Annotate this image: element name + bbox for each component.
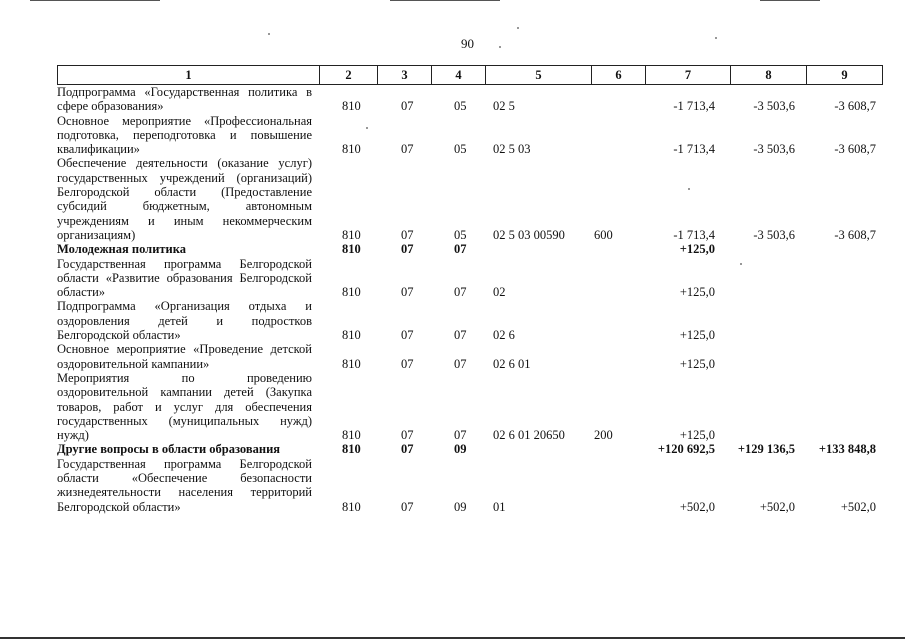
col-header: 1 <box>58 66 320 85</box>
col-header: 6 <box>592 66 646 85</box>
row-name-line: государственных (муниципальных нужд) <box>57 413 312 428</box>
table-row <box>57 442 882 456</box>
row-name-line: области «Обеспечение безопасности <box>57 471 312 486</box>
row-name <box>57 242 312 256</box>
amount-year-2-cell: +129 136,5 <box>737 442 795 457</box>
col-header: 2 <box>320 66 378 85</box>
subsection-code-cell: 07 <box>454 328 467 343</box>
row-name-line: оздоровительной кампании детей (Закупка <box>57 385 312 400</box>
row-name-line: области «Развитие образования Белгородской <box>57 270 312 285</box>
budget-table-body <box>57 85 882 514</box>
row-name-line: Государственная программа Белгородской <box>57 256 312 271</box>
row-name-line: Государственная программа Белгородской <box>57 456 312 471</box>
chapter-code-cell: 810 <box>342 499 361 514</box>
col-header: 8 <box>731 66 807 85</box>
section-code-cell: 07 <box>401 99 414 114</box>
row-name <box>57 299 312 342</box>
subsection-code-cell: 09 <box>454 442 467 457</box>
table-row <box>57 342 882 371</box>
section-code-cell: 07 <box>401 227 414 242</box>
row-name-line: оздоровления детей и подростков <box>57 313 312 328</box>
row-name <box>57 371 312 442</box>
row-name-line: квалификации» <box>57 142 140 157</box>
row-name <box>57 156 312 242</box>
amount-year-1-cell: +125,0 <box>679 242 715 257</box>
row-name-line: Белгородской области» <box>57 328 181 343</box>
chapter-code-cell: 810 <box>342 242 361 257</box>
row-name-line: подготовка, переподготовка и повышение <box>57 127 312 142</box>
amount-year-3-cell: -3 608,7 <box>834 227 876 242</box>
amount-year-1-cell: -1 713,4 <box>673 227 715 242</box>
row-name-line: жизнедеятельности населения территорий <box>57 485 312 500</box>
amount-year-1-cell: +125,0 <box>679 428 715 443</box>
row-name-line: Подпрограмма «Государственная политика в <box>57 85 312 99</box>
scan-edge-line <box>760 0 820 1</box>
target-article-code-cell: 02 6 <box>493 328 515 343</box>
table-row <box>57 257 882 300</box>
table-row <box>57 156 882 242</box>
subsection-code-cell: 05 <box>454 142 467 157</box>
amount-year-2-cell: -3 503,6 <box>753 142 795 157</box>
chapter-code-cell: 810 <box>342 356 361 371</box>
column-header-row <box>57 65 883 85</box>
amount-year-2-cell: -3 503,6 <box>753 99 795 114</box>
expense-type-code-cell: 600 <box>594 227 613 242</box>
row-name-line: Другие вопросы в области образования <box>57 442 281 457</box>
scan-speck <box>517 27 519 29</box>
scan-edge-line <box>390 0 500 1</box>
row-name-line: Основное мероприятие «Проведение детской <box>57 342 312 357</box>
section-code-cell: 07 <box>401 328 414 343</box>
table-row <box>57 371 882 442</box>
subsection-code-cell: 09 <box>454 499 467 514</box>
target-article-code-cell: 01 <box>493 499 506 514</box>
row-name-line: Белгородской области» <box>57 499 181 514</box>
chapter-code-cell: 810 <box>342 442 361 457</box>
row-name-line: государственных учреждений (организаций) <box>57 170 312 185</box>
target-article-code-cell: 02 5 03 00590 <box>493 227 565 242</box>
table-row <box>57 242 882 256</box>
chapter-code-cell: 810 <box>342 99 361 114</box>
row-name <box>57 85 312 114</box>
chapter-code-cell: 810 <box>342 428 361 443</box>
amount-year-1-cell: -1 713,4 <box>673 99 715 114</box>
row-name <box>57 442 312 456</box>
amount-year-2-cell: +502,0 <box>759 499 795 514</box>
row-name-line: области» <box>57 285 106 300</box>
subsection-code-cell: 07 <box>454 428 467 443</box>
table-row <box>57 457 882 514</box>
section-code-cell: 07 <box>401 142 414 157</box>
target-article-code-cell: 02 6 01 20650 <box>493 428 565 443</box>
subsection-code-cell: 05 <box>454 227 467 242</box>
subsection-code-cell: 07 <box>454 242 467 257</box>
row-name-line: организациям) <box>57 227 136 242</box>
row-name-line: сфере образования» <box>57 99 164 114</box>
amount-year-1-cell: +125,0 <box>679 356 715 371</box>
page-number: 90 <box>461 36 474 51</box>
col-header: 4 <box>432 66 486 85</box>
target-article-code-cell: 02 6 01 <box>493 356 531 371</box>
table-row <box>57 299 882 342</box>
row-name-line: субсидий бюджетным, автономным <box>57 199 312 214</box>
target-article-code-cell: 02 5 03 <box>493 142 531 157</box>
row-name <box>57 114 312 157</box>
chapter-code-cell: 810 <box>342 285 361 300</box>
row-name-line: учреждениям и иным некоммерческим <box>57 213 312 228</box>
target-article-code-cell: 02 <box>493 285 506 300</box>
scan-edge-line <box>30 0 160 1</box>
section-code-cell: 07 <box>401 242 414 257</box>
row-name <box>57 457 312 514</box>
row-name-line: нужд) <box>57 428 89 443</box>
table-row <box>57 85 882 114</box>
row-name-line: оздоровительной кампании» <box>57 356 210 371</box>
section-code-cell: 07 <box>401 428 414 443</box>
chapter-code-cell: 810 <box>342 227 361 242</box>
amount-year-3-cell: -3 608,7 <box>834 142 876 157</box>
row-name <box>57 257 312 300</box>
row-name <box>57 342 312 371</box>
subsection-code-cell: 07 <box>454 356 467 371</box>
section-code-cell: 07 <box>401 285 414 300</box>
row-name-line: Подпрограмма «Организация отдыха и <box>57 299 312 314</box>
scan-edge-line <box>0 637 905 639</box>
row-name-line: Молодежная политика <box>57 242 187 257</box>
col-header: 9 <box>807 66 883 85</box>
amount-year-1-cell: +502,0 <box>679 499 715 514</box>
subsection-code-cell: 07 <box>454 285 467 300</box>
row-name-line: Белгородской области (Предоставление <box>57 185 312 200</box>
amount-year-1-cell: +125,0 <box>679 328 715 343</box>
col-header: 7 <box>646 66 731 85</box>
amount-year-2-cell: -3 503,6 <box>753 227 795 242</box>
row-name-line: Основное мероприятие «Профессиональная <box>57 113 312 128</box>
section-code-cell: 07 <box>401 442 414 457</box>
scan-speck <box>268 33 270 35</box>
col-header: 3 <box>378 66 432 85</box>
row-name-line: товаров, работ и услуг для обеспечения <box>57 399 312 414</box>
amount-year-3-cell: +502,0 <box>840 499 876 514</box>
chapter-code-cell: 810 <box>342 328 361 343</box>
chapter-code-cell: 810 <box>342 142 361 157</box>
row-name-line: Мероприятия по проведению <box>57 370 312 385</box>
col-header: 5 <box>486 66 592 85</box>
row-name-line: Обеспечение деятельности (оказание услуг) <box>57 156 312 171</box>
amount-year-1-cell: -1 713,4 <box>673 142 715 157</box>
target-article-code-cell: 02 5 <box>493 99 515 114</box>
amount-year-1-cell: +120 692,5 <box>657 442 715 457</box>
table-row <box>57 114 882 157</box>
amount-year-3-cell: +133 848,8 <box>818 442 876 457</box>
expense-type-code-cell: 200 <box>594 428 613 443</box>
amount-year-1-cell: +125,0 <box>679 285 715 300</box>
section-code-cell: 07 <box>401 499 414 514</box>
amount-year-3-cell: -3 608,7 <box>834 99 876 114</box>
subsection-code-cell: 05 <box>454 99 467 114</box>
section-code-cell: 07 <box>401 356 414 371</box>
